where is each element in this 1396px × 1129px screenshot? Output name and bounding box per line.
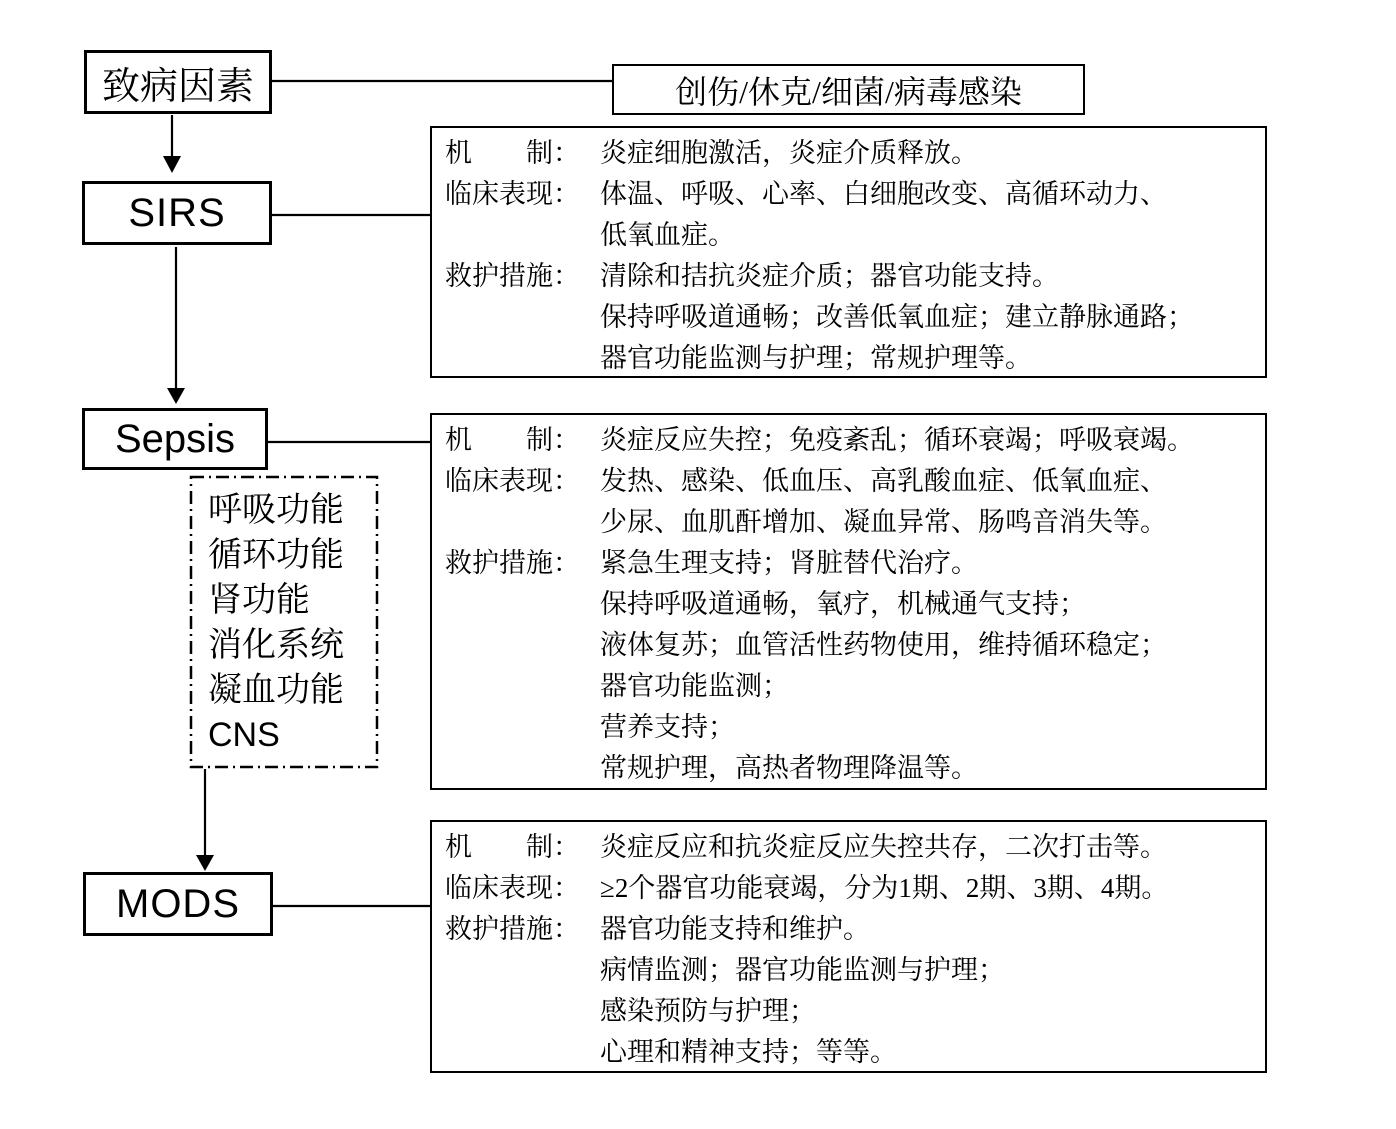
section-label: 救护措施： <box>445 914 580 944</box>
organ-list <box>192 478 376 766</box>
node-pathogen <box>84 50 272 114</box>
section-label: 机 制： <box>445 138 580 168</box>
arrow-pathogen-sirs-head <box>163 156 181 173</box>
organ-item-respiratory: 呼吸功能 <box>208 491 344 529</box>
section-label: 救护措施： <box>445 548 580 578</box>
organ-item-digestive: 消化系统 <box>208 626 344 664</box>
section-label: 临床表现： <box>445 179 580 209</box>
section-manifestations <box>445 868 1257 909</box>
organ-item-cns: CNS <box>208 716 280 754</box>
section-text-line: 常规护理，高热者物理降温等。 <box>600 753 978 783</box>
node-mods <box>83 872 273 936</box>
section-text-line: 紧急生理支持；肾脏替代治疗。 <box>600 548 978 578</box>
organ-item-circulatory: 循环功能 <box>208 536 344 574</box>
section-label: 机 制： <box>445 425 580 455</box>
section-text-line: 保持呼吸道通畅，氧疗，机械通气支持； <box>600 589 1086 619</box>
section-mechanism <box>445 420 1257 461</box>
section-text-line: 液体复苏；血管活性药物使用，维持循环稳定； <box>600 630 1167 660</box>
section-care-measures <box>445 909 1257 1073</box>
section-text-line: 炎症细胞激活，炎症介质释放。 <box>600 138 978 168</box>
node-sirs-label: SIRS <box>128 190 226 235</box>
section-manifestations <box>445 461 1257 543</box>
cause-box <box>612 64 1085 115</box>
section-mechanism <box>445 133 1257 174</box>
section-mechanism <box>445 827 1257 868</box>
section-text-line: 低氧血症。 <box>600 220 735 250</box>
section-text-line: 器官功能监测； <box>600 671 789 701</box>
section-text-line: 炎症反应失控；免疫紊乱；循环衰竭；呼吸衰竭。 <box>600 425 1194 455</box>
detail-box-mods <box>430 820 1267 1073</box>
node-sirs <box>82 181 272 245</box>
section-label: 临床表现： <box>445 466 580 496</box>
section-label: 救护措施： <box>445 261 580 291</box>
section-text-line: 器官功能监测与护理；常规护理等。 <box>600 343 1032 373</box>
node-pathogen-label: 致病因素 <box>101 65 254 108</box>
section-text-line: 少尿、血肌酐增加、凝血异常、肠鸣音消失等。 <box>600 507 1167 537</box>
section-text-line: 炎症反应和抗炎症反应失控共存，二次打击等。 <box>600 832 1167 862</box>
node-mods-label: MODS <box>116 881 240 926</box>
cause-box-label: 创伤/休克/细菌/病毒感染 <box>675 73 1022 110</box>
node-sepsis-label: Sepsis <box>114 416 236 461</box>
arrow-sirs-sepsis-head <box>167 388 185 404</box>
section-label: 机 制： <box>445 832 580 862</box>
section-text-line: 感染预防与护理； <box>600 996 816 1026</box>
section-text-line: ≥2个器官功能衰竭，分为1期、2期、3期、4期。 <box>600 873 1169 903</box>
arrow-organs-mods-head <box>196 855 214 871</box>
section-text-line: 体温、呼吸、心率、白细胞改变、高循环动力、 <box>600 179 1167 209</box>
section-label: 临床表现： <box>445 873 580 903</box>
section-care-measures <box>445 543 1257 789</box>
section-text-line: 营养支持； <box>600 712 735 742</box>
detail-box-sirs <box>430 126 1267 378</box>
detail-box-sepsis <box>430 413 1267 790</box>
section-text-line: 病情监测；器官功能监测与护理； <box>600 955 1005 985</box>
organ-item-coagulation: 凝血功能 <box>208 671 344 709</box>
section-text-line: 清除和拮抗炎症介质；器官功能支持。 <box>600 261 1059 291</box>
section-manifestations <box>445 174 1257 256</box>
section-text-line: 器官功能支持和维护。 <box>600 914 870 944</box>
organ-item-renal: 肾功能 <box>208 581 310 619</box>
section-text-line: 发热、感染、低血压、高乳酸血症、低氧血症、 <box>600 466 1167 496</box>
node-sepsis <box>82 408 268 470</box>
section-text-line: 保持呼吸道通畅；改善低氧血症；建立静脉通路； <box>600 302 1194 332</box>
section-text-line: 心理和精神支持；等等。 <box>600 1037 897 1067</box>
section-care-measures <box>445 256 1257 379</box>
